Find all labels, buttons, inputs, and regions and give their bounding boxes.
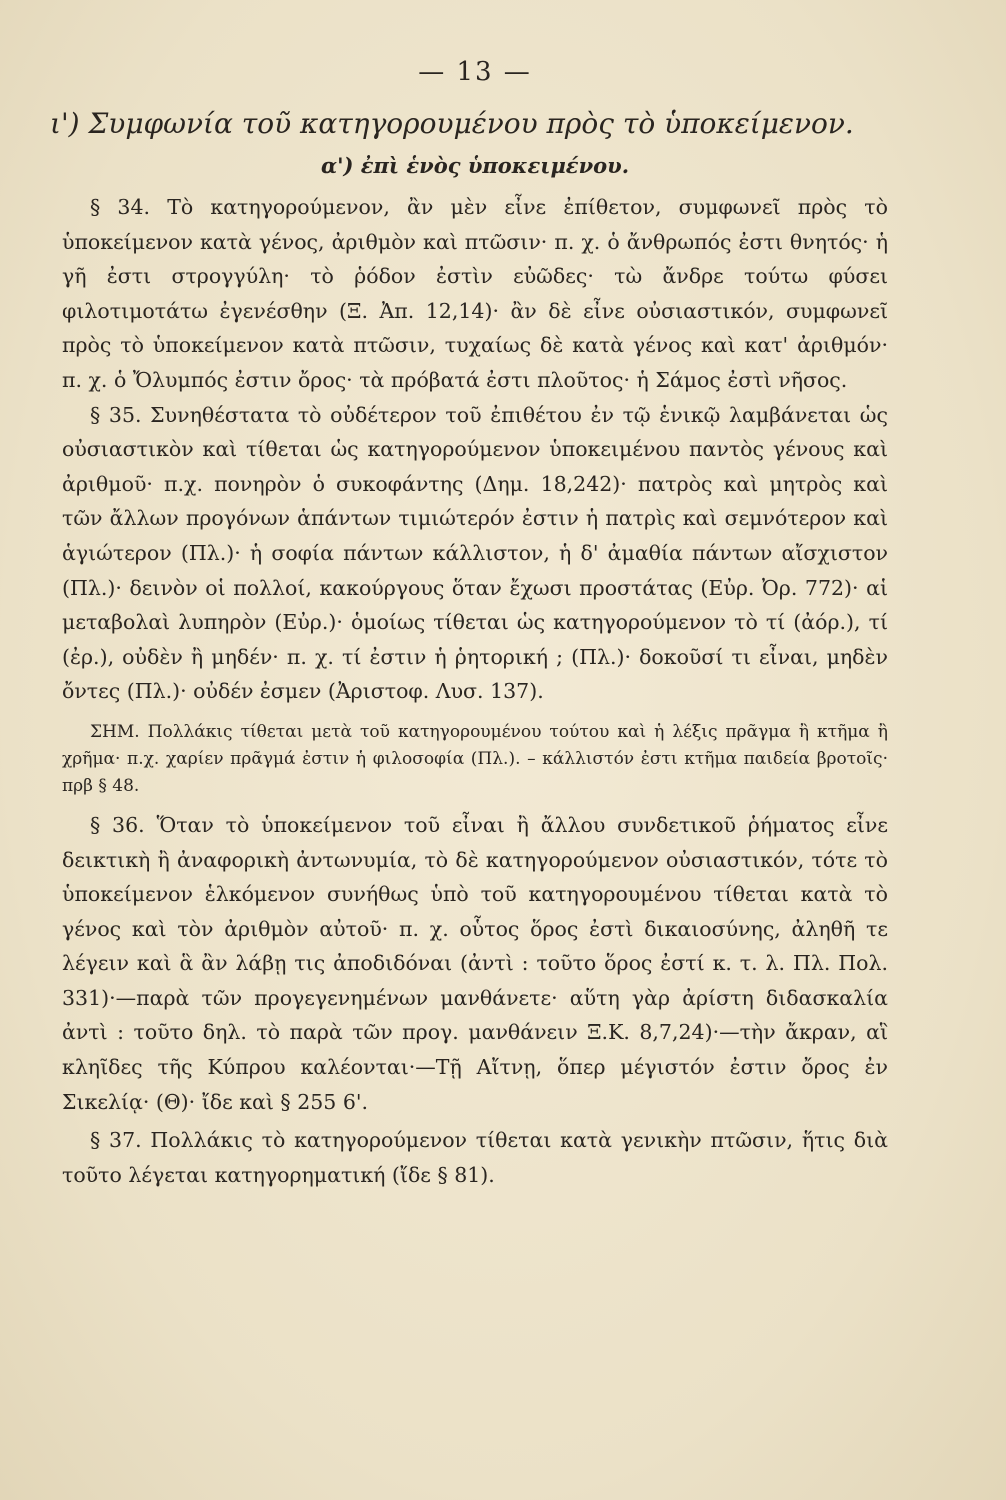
chapter-title: ι') Συμφωνία τοῦ κατηγορουμένου πρὸς τὸ ὑποκείμενον.	[50, 107, 854, 140]
page-content	[50, 52, 888, 1192]
paragraph-37: § 37. Πολλάκις τὸ κατηγορούμενον τίθεται κατὰ γενικὴν πτῶσιν, ἥτις διὰ τοῦτο λέγεται κατηγορηματική (ἴδε § 81).	[62, 1128, 888, 1187]
paragraph-35: § 35. Συνηθέστατα τὸ οὐδέτερον τοῦ ἐπιθέτου ἐν τῷ ἑνικῷ λαμβάνεται ὡς οὐσιαστικὸν καὶ τίθεται ὡς κατηγορούμενον ὑποκειμένου παντὸς γένους καὶ ἀριθμοῦ· π.χ. πονηρὸν ὁ συκοφάντης (Δημ. 18,242)· πατρὸς καὶ μητρὸς καὶ τῶν ἄλλων προγόνων ἁπάντων τιμιώτερόν ἐστιν ἡ πατρὶς καὶ σεμνότερον καὶ ἁγιώτερον (Πλ.)· ἡ σοφία πάντων κάλλιστον, ἡ δ' ἀμαθία πάντων αἴσχιστον (Πλ.)· δεινὸν οἱ πολλοί, κακούργους ὅταν ἔχωσι προστάτας (Εὐρ. Ὀρ. 772)· αἱ μεταβολαὶ λυπηρὸν (Εὐρ.)· ὁμοίως τίθεται ὡς κατηγορούμενον τὸ τί (ἀόρ.), τί (ἐρ.), οὐδὲν ἢ μηδέν· π. χ. τί ἐστιν ἡ ῥητορική ; (Πλ.)· δοκοῦσί τι εἶναι, μηδὲν ὄντες (Πλ.)· οὐδέν ἐσμεν (Ἀριστοφ. Λυσ. 137).	[62, 402, 888, 704]
paragraph-34: § 34. Τὸ κατηγορούμενον, ἂν μὲν εἶνε ἐπίθετον, συμφωνεῖ πρὸς τὸ ὑποκείμενον κατὰ γένος, ἀριθμὸν καὶ πτῶσιν· π. χ. ὁ ἄνθρωπός ἐστι θνητός· ἡ γῆ ἐστι στρογγύλη· τὸ ῥόδον ἐστὶν εὐῶδες· τὼ ἄνδρε τούτω φύσει φιλοτιμοτάτω ἐγενέσθην (Ξ. Ἀπ. 12,14)· ἂν δὲ εἶνε οὐσιαστικόν, συμφωνεῖ πρὸς τὸ ὑποκείμενον κατὰ πτῶσιν, τυχαίως δὲ κατὰ γένος καὶ κατ' ἀριθμόν· π. χ. ὁ Ὄλυμπός ἐστιν ὄρος· τὰ πρόβατά ἐστι πλοῦτος· ἡ Σάμος ἐστὶ νῆσος.	[62, 195, 888, 392]
note-paragraph: ΣΗΜ. Πολλάκις τίθεται μετὰ τοῦ κατηγορουμένου τούτου καὶ ἡ λέξις πρᾶγμα ἢ κτῆμα ἢ χρῆμα· π.χ. χαρίεν πρᾶγμά ἐστιν ἡ φιλοσοφία (Πλ.). – κάλλιστόν ἐστι κτῆμα παιδεία βροτοῖς· πρβ § 48.	[62, 721, 888, 796]
paragraph-36: § 36. Ὅταν τὸ ὑποκείμενον τοῦ εἶναι ἢ ἄλλου συνδετικοῦ ῥήματος εἶνε δεικτικὴ ἢ ἀναφορικὴ ἀντωνυμία, τὸ δὲ κατηγορούμενον οὐσιαστικόν, τότε τὸ ὑποκείμενον ἑλκόμενον συνήθως ὑπὸ τοῦ κατηγορουμένου τίθεται κατὰ τὸ γένος καὶ τὸν ἀριθμὸν αὐτοῦ· π. χ. οὗτος ὅρος ἐστὶ δικαιοσύνης, ἀληθῆ τε λέγειν καὶ ἃ ἂν λάβῃ τις ἀποδιδόναι (ἀντὶ : τοῦτο ὅρος ἐστί κ. τ. λ. Πλ. Πολ. 331)·—παρὰ τῶν προγεγενημένων μανθάνετε· αὕτη γὰρ ἀρίστη διδασκαλία ἀντὶ : τοῦτο δηλ. τὸ παρὰ τῶν προγ. μανθάνειν Ξ.Κ. 8,7,24)·—τὴν ἄκραν, αἳ κληῖδες τῆς Κύπρου καλέονται·—Τῇ Αἴτνῃ, ὅπερ μέγιστόν ἐστιν ὄρος ἐν Σικελίᾳ· (Θ)· ἴδε καὶ § 255 6'.	[62, 812, 888, 1114]
page-number: — 13 —	[418, 57, 532, 87]
section-subheading: α') ἐπὶ ἑνὸς ὑποκειμένου.	[320, 153, 630, 178]
